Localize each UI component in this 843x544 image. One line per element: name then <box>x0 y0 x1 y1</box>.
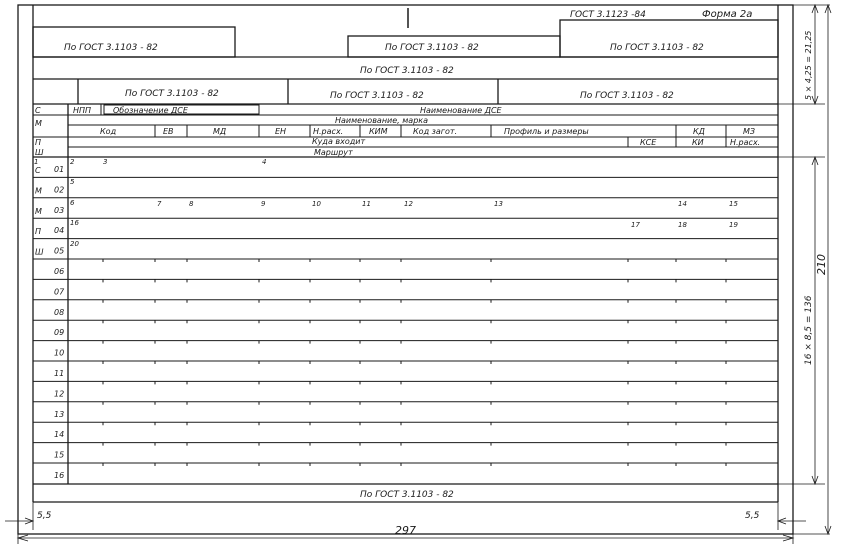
margin-right-dim: 5,5 <box>745 511 760 521</box>
gost-box-6: По ГОСТ 3.1103 - 82 <box>580 91 674 101</box>
body-rows <box>33 177 778 463</box>
row-letter: С <box>35 166 41 175</box>
col-kod: Код <box>100 127 117 136</box>
table-height-dim: 16 × 8,5 = 136 <box>804 295 814 365</box>
row-labels <box>35 165 65 480</box>
row-number: 03 <box>54 205 65 215</box>
col-profile: Профиль и размеры <box>504 127 589 136</box>
cell-12: 12 <box>404 200 413 208</box>
gost-box-1: По ГОСТ 3.1103 - 82 <box>64 43 158 53</box>
cell-19: 19 <box>729 221 738 229</box>
gost-row-2: По ГОСТ 3.1103 - 82 <box>360 66 454 76</box>
row-number: 04 <box>54 226 65 236</box>
gost-box-4: По ГОСТ 3.1103 - 82 <box>125 89 219 99</box>
row-ticks <box>103 259 726 466</box>
cell-17: 17 <box>631 221 640 229</box>
cell-13: 13 <box>494 200 503 208</box>
row-number: 06 <box>54 267 65 276</box>
row-number: 02 <box>54 185 65 195</box>
cell-8: 8 <box>189 200 194 208</box>
col-en: ЕН <box>275 127 287 136</box>
cell-6: 6 <box>70 199 75 207</box>
designation-label: Обозначение ДСЕ <box>113 106 188 115</box>
row-number: 11 <box>54 369 65 378</box>
row-number: 01 <box>54 165 65 174</box>
route-label: Маршрут <box>314 148 353 157</box>
cell-1: 1 <box>34 158 39 166</box>
goes-to-label: Куда входит <box>312 137 366 146</box>
margin-left-dim: 5,5 <box>37 511 52 521</box>
outer-frame <box>18 5 793 534</box>
row-p-letter: П <box>35 138 42 147</box>
cell-3: 3 <box>103 158 108 166</box>
gost-box-5: По ГОСТ 3.1103 - 82 <box>330 91 424 101</box>
cell-14: 14 <box>678 200 687 208</box>
cell-16: 16 <box>70 219 79 227</box>
cell-2: 2 <box>70 158 75 166</box>
row-c-letter: С <box>35 106 41 115</box>
gost-box-3: По ГОСТ 3.1103 - 82 <box>610 43 704 53</box>
col-ev: ЕВ <box>163 127 174 136</box>
cell-5: 5 <box>70 178 75 186</box>
npp-label: НПП <box>73 106 92 115</box>
row-number: 05 <box>54 246 65 256</box>
cell-9: 9 <box>261 200 266 208</box>
cell-7: 7 <box>157 200 162 208</box>
ki-label: КИ <box>692 138 704 147</box>
gost-box-2: По ГОСТ 3.1103 - 82 <box>385 43 479 53</box>
name-dse-label: Наименование ДСЕ <box>420 106 502 115</box>
cell-10: 10 <box>312 200 321 208</box>
col-kd: КД <box>693 127 705 136</box>
nrash-label: Н.расх. <box>730 138 761 147</box>
kse-label: КСЕ <box>640 138 657 147</box>
row-number: 07 <box>54 287 65 297</box>
form-label: Форма 2а <box>702 9 753 20</box>
row-letter: М <box>35 186 42 196</box>
footer-gost: По ГОСТ 3.1103 - 82 <box>360 490 454 500</box>
name-mark-label: Наименование, марка <box>335 116 429 125</box>
row-letter: М <box>35 206 42 216</box>
row-letter: П <box>35 227 42 237</box>
col-md: МД <box>213 127 227 136</box>
col-kim: КИМ <box>369 127 388 136</box>
top-height-dim: 5 × 4,25 = 21,25 <box>804 30 813 100</box>
col-kod-zagot: Код загот. <box>413 127 458 136</box>
row-number: 09 <box>54 328 65 338</box>
row-number: 12 <box>54 389 65 399</box>
row-number: 10 <box>54 348 65 358</box>
cell-4: 4 <box>262 158 267 166</box>
row-number: 13 <box>54 409 65 419</box>
row-sh-letter: Ш <box>35 148 44 157</box>
row-number: 14 <box>54 430 65 440</box>
row-number: 15 <box>54 450 65 460</box>
col-nrash: Н.расх. <box>313 127 344 136</box>
row-m-letter: М <box>35 119 42 128</box>
total-height-dim: 210 <box>815 254 828 275</box>
cell-15: 15 <box>729 200 738 208</box>
form-gost: ГОСТ 3.1123 -84 <box>570 10 646 20</box>
cell-11: 11 <box>362 200 371 208</box>
row-number: 08 <box>54 307 65 317</box>
col-mz: МЗ <box>743 127 756 136</box>
total-width-dim: 297 <box>395 524 416 537</box>
cell-20: 20 <box>70 240 79 248</box>
row-letter: Ш <box>35 247 44 257</box>
row-number: 16 <box>54 471 65 480</box>
cell-18: 18 <box>678 221 687 229</box>
